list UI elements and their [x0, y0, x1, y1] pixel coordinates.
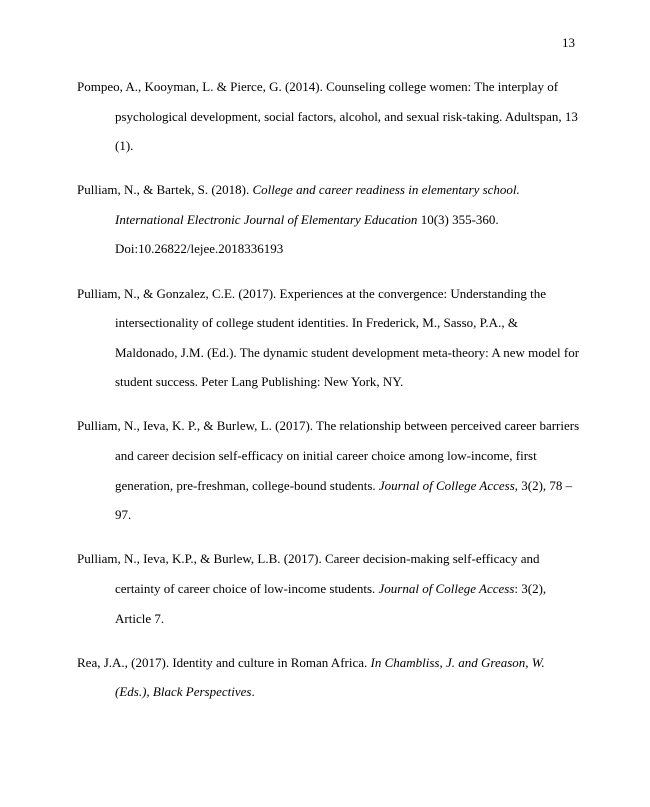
reference-text: Pompeo, A., Kooyman, L. & Pierce, G. (2014). Counseling college women: The interplay of	[77, 79, 559, 94]
reference-text: : 3(2),	[514, 580, 547, 596]
reference-text: student success. Peter Lang Publishing: New York, NY.	[115, 374, 404, 390]
reference-continuation-line	[77, 308, 587, 338]
italic-text: Journal of College Access	[378, 580, 515, 596]
reference-text: 97.	[115, 507, 132, 523]
reference-continuation-line	[77, 500, 587, 530]
reference-continuation-line	[77, 367, 587, 397]
reference-text: 10(3) 355-360.	[417, 211, 499, 227]
reference-continuation-line	[77, 131, 587, 161]
reference-text: (1).	[115, 138, 134, 154]
reference-text: Pulliam, N., Ieva, K.P., & Burlew, L.B. (2017). Career decision-making self-efficacy and	[77, 551, 540, 567]
reference-continuation-line	[77, 677, 587, 707]
reference-entry	[77, 648, 587, 707]
reference-first-line	[77, 544, 587, 574]
reference-continuation-line	[77, 441, 587, 471]
reference-text: , 3(2), 78 –	[514, 477, 573, 493]
reference-text: Pulliam, N., & Gonzalez, C.E. (2017). Experiences at the convergence: Understanding the	[77, 285, 547, 301]
reference-first-line	[77, 411, 587, 441]
reference-first-line	[77, 175, 587, 205]
reference-text: Rea, J.A., (2017). Identity and culture in Roman Africa.	[77, 654, 371, 670]
reference-entry	[77, 279, 587, 397]
reference-text: Pulliam, N., Ieva, K. P., & Burlew, L. (2017). The relationship between perceived career barriers	[77, 418, 580, 434]
reference-text: Pulliam, N., & Bartek, S. (2018).	[77, 182, 253, 198]
reference-first-line	[77, 648, 587, 678]
reference-entry	[77, 411, 587, 529]
italic-text: (Eds.), Black Perspectives	[115, 684, 252, 700]
reference-text: and career decision self-efficacy on initial career choice among low-income, first	[115, 448, 537, 464]
page-number: 13	[562, 35, 575, 50]
italic-text: College and career readiness in elementary school.	[252, 182, 520, 198]
reference-list	[77, 72, 587, 721]
reference-continuation-line	[77, 234, 587, 264]
reference-text: certainty of career choice of low-income students.	[115, 580, 379, 596]
reference-entry	[77, 72, 587, 161]
reference-continuation-line	[77, 338, 587, 368]
reference-first-line	[77, 279, 587, 309]
reference-continuation-line	[77, 471, 587, 501]
reference-text: intersectionality of college student identities. In Frederick, M., Sasso, P.A., &	[115, 315, 518, 331]
italic-text: In Chambliss, J. and Greason, W.	[370, 654, 545, 670]
reference-continuation-line	[77, 574, 587, 604]
reference-first-line	[77, 72, 587, 102]
reference-continuation-line	[77, 102, 587, 132]
reference-text: generation, pre-freshman, college-bound students.	[115, 477, 379, 493]
reference-text: psychological development, social factors, alcohol, and sexual risk-taking. Adultspan, 13	[115, 108, 578, 124]
reference-entry	[77, 544, 587, 633]
reference-entry	[77, 175, 587, 264]
italic-text: International Electronic Journal of Elementary Education	[115, 211, 418, 227]
reference-text: Doi:10.26822/lejee.2018336193	[115, 241, 284, 257]
reference-text: .	[251, 684, 255, 700]
reference-continuation-line	[77, 604, 587, 634]
reference-continuation-line	[77, 205, 587, 235]
reference-text: Article 7.	[115, 610, 165, 626]
reference-text: Maldonado, J.M. (Ed.). The dynamic student development meta-theory: A new model for	[115, 344, 580, 360]
italic-text: Journal of College Access	[378, 477, 515, 493]
